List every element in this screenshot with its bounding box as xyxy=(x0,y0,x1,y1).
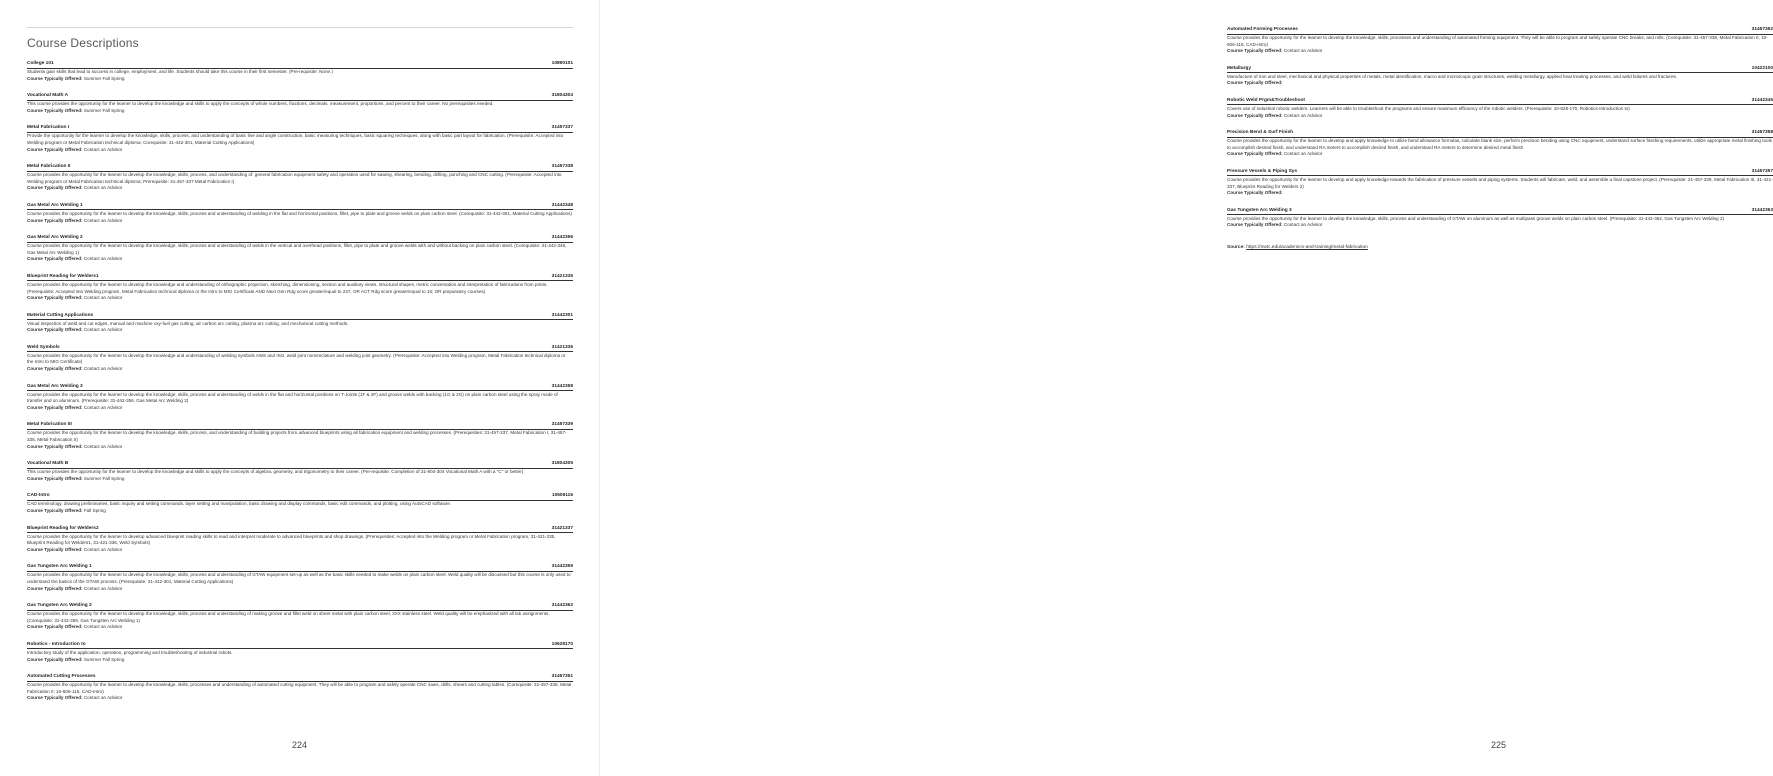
course-entry xyxy=(27,203,573,224)
offered-value: Contact an Advisor xyxy=(83,443,123,449)
course-offered xyxy=(27,256,573,263)
course-description: Manufacture of iron and steel, mechanical and physical properties of metals, metal identification, macro and microscopic grain structures, welding metallurgy, applied heat treating processes, and weld failures and fractures. xyxy=(1227,73,1678,79)
course-entry xyxy=(27,164,573,192)
offered-value: Contact an Advisor xyxy=(83,295,123,301)
course-description: This course provides the opportunity for the learner to develop the knowledge and skills to apply the concepts of whole numbers, fractions, decimals, measurement, proportions, and percent to their career. No prerequisites needed. xyxy=(27,101,494,107)
course-description: Course provides the opportunity for the learner to develop the knowledge, skills, process and understanding of welds in the vertical and overhead positions, fillet, pipe to plate and groove welds with and without backing on plain carbon steel. (Corequisite: 31-442-348, Gas Metal Arc Welding 1) xyxy=(27,243,567,255)
source-label: Source: xyxy=(1227,244,1245,250)
course-title: Vocational Math B xyxy=(27,461,69,467)
course-title: Robotic Weld Prgm&Troubleshoot xyxy=(1227,97,1305,103)
course-header xyxy=(27,93,573,101)
course-description: Course provides the opportunity for the learner to develop the knowledge, skills, process and understanding of welds in the flat and horizontal positions on T-Joints (1F & 2F) and groove welds with backing (1G & 2G) on plain carbon steel using the spray mode of transfer and on aluminum. (Prerequisite: 31-442-356, Gas Metal Arc Welding 2) xyxy=(27,391,558,404)
course-header xyxy=(27,493,573,501)
offered-value: Contact an Advisor xyxy=(1283,112,1323,118)
course-title: Automated Forming Processes xyxy=(1227,27,1298,32)
course-offered xyxy=(1227,80,1773,87)
offered-value: Contact an Advisor xyxy=(83,624,123,630)
course-offered xyxy=(27,508,573,515)
offered-value: Contact an Advisor xyxy=(83,327,123,333)
course-description: Course provides the opportunity for the learner to develop the knowledge and understanding of welding symbols AWS and ISO, weld joint nomenclature and welding joint geometry. (Prerequisite: Accepted into Welding program, Metal Fabrication technical diploma or the Intro to MIG Certificate) xyxy=(27,352,566,365)
offered-label: Course Typically Offered: xyxy=(27,404,83,410)
offered-label: Course Typically Offered: xyxy=(27,366,83,372)
offered-label: Course Typically Offered: xyxy=(27,327,83,333)
course-offered xyxy=(27,476,573,483)
course-offered xyxy=(27,547,573,554)
course-entry xyxy=(1227,66,1773,87)
offered-label: Course Typically Offered: xyxy=(1227,190,1283,196)
course-title: Gas Tungsten Arc Welding 2 xyxy=(27,603,92,609)
course-code: 31421337 xyxy=(551,525,573,531)
offered-label: Course Typically Offered: xyxy=(27,546,83,552)
course-code: 31442356 xyxy=(551,235,573,241)
offered-value: Contact an Advisor xyxy=(83,146,123,152)
left-course-list xyxy=(27,61,573,713)
offered-value: Contact an Advisor xyxy=(83,185,123,191)
course-title: Vocational Math A xyxy=(27,93,69,99)
course-description: Course provides the opportunity for the learner to develop the knowledge, skills, process and understanding of GTAW equipment set-up as well as the basic skills needed to make welds on plain carbon steel. Weld quality will be discussed but this course is only used to understand the basics of the GTAW process. (Prerequisite: 31-442-301, Material Cutting Applications) xyxy=(27,572,571,584)
course-title: Blueprint Reading for Welders2 xyxy=(27,525,99,531)
offered-value: Contact an Advisor xyxy=(83,585,123,591)
course-offered xyxy=(27,695,573,702)
left-page xyxy=(0,0,600,776)
course-offered xyxy=(27,295,573,302)
course-header xyxy=(27,384,573,392)
course-title: Metal Fabrication III xyxy=(27,422,72,428)
course-code: 31442345 xyxy=(1751,97,1773,103)
course-title: College 101 xyxy=(27,61,54,66)
course-entry xyxy=(27,384,573,412)
offered-label: Course Typically Offered: xyxy=(27,624,83,630)
course-code: 10890101 xyxy=(551,61,573,66)
course-title: Weld Symbols xyxy=(27,344,60,350)
course-header xyxy=(1227,66,1773,74)
course-description: Course provides the opportunity for the learner to develop the knowledge, skills, process and understanding of GTAW on aluminum as well as multipass groove welds on plain carbon steel. (Prerequisite: 31-442-362, Gas Tungsten Arc Welding 2) xyxy=(1227,215,1725,221)
course-entry xyxy=(27,125,573,153)
offered-label: Course Typically Offered: xyxy=(1227,48,1283,54)
offered-label: Course Typically Offered: xyxy=(1227,151,1283,157)
course-entry xyxy=(27,642,573,663)
course-header xyxy=(1227,98,1773,106)
course-title: Gas Metal Arc Welding 2 xyxy=(27,235,83,241)
course-entry xyxy=(27,461,573,482)
course-header xyxy=(27,235,573,243)
offered-label: Course Typically Offered: xyxy=(27,107,83,113)
course-description: Course provides the opportunity for the learner to develop and apply knowledge to utilize bend allowance formulas, calculate blank size, perform precision bending using CNC equipment, understand surface finishing requirements, utilize appropriate metal finishing tools to accomplish desired finish, and understand RA meters to accomplish desired finish, and understand RA meters to determine desired metal finish xyxy=(1227,138,1772,150)
course-code: 31442301 xyxy=(551,312,573,318)
offered-value: Summer Fall Spring xyxy=(83,75,125,81)
course-title: Automated Cutting Processes xyxy=(27,674,96,680)
course-code: 10606116 xyxy=(551,493,573,499)
page-number-right: 225 xyxy=(1491,740,1507,750)
offered-value: Contact an Advisor xyxy=(83,695,123,701)
offered-value: Contact an Advisor xyxy=(1283,151,1323,157)
course-entry xyxy=(27,61,573,82)
course-offered xyxy=(27,218,573,225)
offered-value: Contact an Advisor xyxy=(83,404,123,410)
course-entry xyxy=(27,603,573,631)
course-description: Course provides the opportunity for the learner to develop the knowledge, skills, process and understanding of making groove and fillet weld on sheet metal with plain carbon steel, 3XX stainless steel. Weld quality will be emphasized with all lab assignments. (Corequisite: 31-442-359, Gas Tungsten Arc Welding 1) xyxy=(27,611,550,623)
course-offered xyxy=(27,185,573,192)
course-code: 31457339 xyxy=(551,422,573,428)
course-header xyxy=(27,461,573,469)
course-entry xyxy=(1227,27,1773,55)
course-description: Course provides the opportunity for the learner to develop the knowledge, skills, processes and understanding of automated forming equipment. They will be able to program and safely operate CNC breaks, and rolls. (Corequisite: 31-457-338, Metal Fabrication II; 10-606-116, CAD-Intro) xyxy=(1227,35,1768,47)
course-offered xyxy=(27,444,573,451)
offered-label: Course Typically Offered: xyxy=(27,508,83,513)
source-link[interactable]: https://nwtc.edu/academics-and-training/metal-fabrication xyxy=(1246,244,1368,250)
course-header xyxy=(27,564,573,572)
course-offered xyxy=(27,366,573,373)
course-header xyxy=(27,203,573,211)
course-code: 31457351 xyxy=(551,674,573,680)
course-description: CAD terminology, drawing preliminaries, basic inquiry and setting commands, layer setting and manipulation, basic drawing and display commands, basic edit commands, and plotting, using AutoCAD software. xyxy=(27,501,452,507)
course-description: This course provides the opportunity for the learner to develop the knowledge and skills to apply the concepts of algebra, geometry, and trigonometry to their career. (Pre-requisite: Completion of 31-804-304 Vocational Math A with a "C" or better) xyxy=(27,469,524,475)
offered-label: Course Typically Offered: xyxy=(27,217,83,223)
source-line xyxy=(1227,245,1773,251)
course-title: CAD-Intro xyxy=(27,493,50,499)
course-description: Course provides the opportunity for the learner to develop the knowledge and understanding of orthographic projection, sketching, dimensioning, section and auxiliary views, structural shapes, metric conversation and interpretation of fabrications from prints. (Prerequisite: Accepted into Welding program, Metal Fabrication technical diploma or the Intro to MIG Certificate AND Next Gen Rdg score greater/equal to 237, OR ACT Rdg score greater/equal to 15; OR preparatory courses) xyxy=(27,281,548,294)
course-title: Metal Fabrication II xyxy=(27,164,71,170)
course-entry xyxy=(27,564,573,592)
course-code: 31442363 xyxy=(1751,207,1773,213)
offered-label: Course Typically Offered: xyxy=(27,295,83,301)
offered-value: Summer Fall Spring xyxy=(83,656,125,662)
course-header xyxy=(27,274,573,282)
offered-label: Course Typically Offered: xyxy=(27,695,83,701)
course-offered xyxy=(27,147,573,154)
course-code: 31421336 xyxy=(551,344,573,350)
offered-label: Course Typically Offered: xyxy=(1227,222,1283,228)
offered-label: Course Typically Offered: xyxy=(1227,112,1283,118)
course-entry xyxy=(27,422,573,450)
page-heading: Course Descriptions xyxy=(27,36,139,50)
course-offered xyxy=(1227,48,1773,55)
course-title: Robotics - Introduction to xyxy=(27,641,86,647)
course-entry xyxy=(27,274,573,302)
course-header xyxy=(27,313,573,321)
course-title: Precision Bend & Surf Finish xyxy=(1227,130,1294,136)
course-code: 10422100 xyxy=(1751,65,1773,71)
course-entry xyxy=(27,313,573,334)
course-description: Course provides the opportunity for the learner to develop advanced blueprint reading skills to read and interpret moderate to advanced blueprints and shop drawings. (Prerequisites: Accepted into the Welding program or Metal Fabrication program, 31-421-335, Blueprint Reading for Welders1, 31-421-336, Weld Symbols) xyxy=(27,533,556,546)
offered-value: Contact an Advisor xyxy=(83,217,123,223)
offered-value: Contact an Advisor xyxy=(83,256,123,262)
offered-value: Contact an Advisor xyxy=(83,366,123,372)
course-entry xyxy=(27,235,573,263)
course-entry xyxy=(1227,98,1773,119)
course-header xyxy=(27,345,573,353)
offered-value: Summer Fall Spring xyxy=(83,475,125,481)
course-code: 31457352 xyxy=(1751,27,1773,32)
offered-value: Contact an Advisor xyxy=(83,546,123,552)
course-title: Gas Tungsten Arc Welding 1 xyxy=(27,564,92,570)
course-header xyxy=(1227,130,1773,138)
course-entry xyxy=(27,493,573,514)
course-offered xyxy=(1227,151,1773,158)
course-offered xyxy=(27,327,573,334)
course-description: Covers use of industrial robotic welders. Learners will be able to troubleshoot the programs and ensure maximum efficiency of the robotic welders. (Prerequisite: 10-628-170, Robotics-Introduction to) xyxy=(1227,105,1630,111)
course-offered xyxy=(1227,113,1773,120)
course-code: 31442359 xyxy=(551,564,573,570)
course-offered xyxy=(1227,222,1773,229)
course-code: 31457358 xyxy=(1751,130,1773,136)
course-title: Material Cutting Applications xyxy=(27,312,94,318)
course-entry xyxy=(1227,169,1773,197)
course-description: Introductory study of the application, operation, programming and troubleshooting of industrial robots. xyxy=(27,649,233,655)
course-header xyxy=(27,422,573,430)
course-header xyxy=(27,526,573,534)
offered-label: Course Typically Offered: xyxy=(27,656,83,662)
course-offered xyxy=(27,405,573,412)
course-code: 31442358 xyxy=(551,383,573,389)
course-code: 31804304 xyxy=(551,93,573,99)
page-number-left: 224 xyxy=(292,740,308,750)
course-entry xyxy=(27,93,573,114)
course-description: Course provides the opportunity for the learner to develop the knowledge, skills, processes and understanding of automated cutting equipment. They will be able to program and safely operate CNC saws, drills, shears and cutting tables. (Corequisite: 31-457-338, Metal Fabrication II; 10-606-116, CAD-Intro) xyxy=(27,682,572,694)
right-course-list xyxy=(1227,27,1773,251)
course-title: Blueprint Reading for Welders1 xyxy=(27,273,99,279)
course-description: Course provides the opportunity for the learner to develop the knowledge, skills, process, and understanding of: general fabrication equipment safety and operation used for sawing, shearing, bending, drilling, punching and CNC cutting. (Prerequisite: Accepted into Welding program or Metal Fabrication technical diploma; Prerequisite: 31-457-337 Metal Fabrication I) xyxy=(27,172,562,184)
course-header xyxy=(27,125,573,133)
offered-label: Course Typically Offered: xyxy=(27,146,83,152)
course-header xyxy=(27,603,573,611)
course-description: Course provides the opportunity for the learner to develop and apply knowledge towards the fabrication of pressure vessels and piping systems. Students will fabricate, weld, and assemble a final capstone project. (Prerequisite: 31-457-339, Metal Fabrication III, 31-421-337, Blueprint Reading for Welders 2) xyxy=(1227,176,1773,189)
course-code: 31442348 xyxy=(551,202,573,208)
course-entry xyxy=(27,345,573,373)
course-description: Course provides the opportunity for the learner to develop the knowledge, skills, process and understanding of welding in the flat and horizontal positions, fillet, pipe to plate and groove welds on plain carbon steel. (Corequisite: 31-442-301, Material Cutting Applications) xyxy=(27,210,572,216)
course-offered xyxy=(1227,190,1773,197)
course-entry xyxy=(27,526,573,554)
course-entry xyxy=(27,674,573,702)
course-code: 31457337 xyxy=(551,125,573,131)
course-code: 31442362 xyxy=(551,603,573,609)
offered-label: Course Typically Offered: xyxy=(27,443,83,449)
course-title: Gas Metal Arc Welding 1 xyxy=(27,202,83,208)
course-header xyxy=(1227,169,1773,177)
course-code: 31421335 xyxy=(551,273,573,279)
course-code: 31457357 xyxy=(1751,168,1773,174)
course-title: Gas Metal Arc Welding 3 xyxy=(27,383,83,389)
course-header xyxy=(27,61,573,69)
course-entry xyxy=(1227,208,1773,229)
course-header xyxy=(27,642,573,650)
course-offered xyxy=(27,76,573,83)
course-code: 31804305 xyxy=(551,461,573,467)
offered-value: Contact an Advisor xyxy=(1283,48,1323,54)
course-offered xyxy=(27,657,573,664)
right-page xyxy=(600,0,1773,776)
course-offered xyxy=(27,108,573,115)
top-rule xyxy=(27,27,573,28)
course-title: Gas Tungsten Arc Welding 3 xyxy=(1227,207,1292,213)
course-title: Metal Fabrication I xyxy=(27,125,70,131)
offered-label: Course Typically Offered: xyxy=(1227,80,1283,86)
course-description: Visual inspection of weld and cut edges, manual and machine oxy-fuel gas cutting, air carbon arc cutting, plasma arc cutting, and mechanical cutting methods. xyxy=(27,320,349,326)
offered-value: Summer Fall Spring xyxy=(83,107,125,113)
offered-label: Course Typically Offered: xyxy=(27,475,83,481)
course-header xyxy=(1227,27,1773,35)
course-header xyxy=(1227,208,1773,216)
course-offered xyxy=(27,624,573,631)
course-code: 10628170 xyxy=(551,641,573,647)
offered-value: Fall Spring xyxy=(83,508,106,513)
offered-label: Course Typically Offered: xyxy=(27,585,83,591)
course-offered xyxy=(27,586,573,593)
course-title: Pressure Vessels & Piping Sys xyxy=(1227,168,1298,174)
course-header xyxy=(27,164,573,172)
offered-value: Contact an Advisor xyxy=(1283,222,1323,228)
course-description: Provide the opportunity for the learner to develop the knowledge, skills, process, and understanding of basic line and angle construction, basic measuring techniques, basic squaring techniques, along with basic part layout for fabrication. (Prerequisite: Accepted into Welding program or Metal Fabrication technical diploma; Corequisite: 31-442-301, Material Cutting Applications) xyxy=(27,133,564,145)
offered-label: Course Typically Offered: xyxy=(27,75,83,81)
offered-label: Course Typically Offered: xyxy=(27,256,83,262)
offered-label: Course Typically Offered: xyxy=(27,185,83,191)
course-code: 31457338 xyxy=(551,164,573,170)
course-description: Course provides the opportunity for the learner to develop the knowledge, skills, process, and understanding of building projects from advanced blueprints using all fabrication equipment and welding processes. (Prerequisites: 31-457-337, Metal Fabrication I, 31-457-338, Metal Fabrication II) xyxy=(27,430,567,443)
course-header xyxy=(27,674,573,682)
course-entry xyxy=(1227,130,1773,158)
course-title: Metallurgy xyxy=(1227,65,1251,71)
course-description: Students gain skills that lead to success in college, employment, and life. Students should take this course in their first semester. (Pre-requisite: None.) xyxy=(27,69,333,74)
